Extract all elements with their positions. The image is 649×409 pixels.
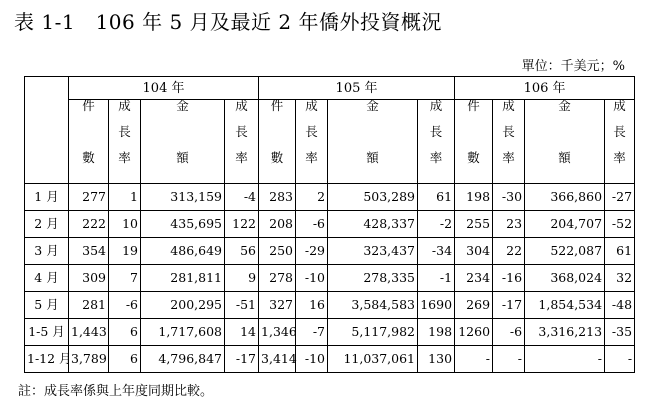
header-char: 成 (613, 98, 626, 113)
table-row (25, 265, 635, 292)
header-char: 長 (502, 124, 515, 139)
table-cell: 522,087 (525, 238, 605, 265)
table-cell: 3,316,213 (525, 319, 605, 346)
table-row (25, 346, 635, 373)
table-cell: 1260 (455, 319, 493, 346)
table-cell: 278 (259, 265, 296, 292)
header-char: 成 (429, 98, 443, 113)
table-cell: -10 (296, 265, 328, 292)
table-cell: 327 (259, 292, 296, 319)
table-title: 表 1-1 106 年 5 月及最近 2 年僑外投資概況 (14, 10, 442, 34)
table-cell: -34 (418, 238, 455, 265)
table-cell: 354 (69, 238, 109, 265)
year-header-row (25, 77, 635, 100)
table-cell: 255 (455, 211, 493, 238)
year-header-106: 106 年 (455, 77, 635, 100)
column-header-row (25, 100, 635, 184)
table-cell: 250 (259, 238, 296, 265)
table-cell: 61 (605, 238, 635, 265)
table-cell: -10 (296, 346, 328, 373)
table-cell: 281 (69, 292, 109, 319)
header-char: 長 (305, 124, 318, 139)
table-cell: -7 (296, 319, 328, 346)
table-row (25, 292, 635, 319)
table-cell: 4,796,847 (141, 346, 225, 373)
count-header-106 (455, 100, 493, 184)
corner-cell (25, 77, 69, 184)
table-cell: 366,860 (525, 184, 605, 211)
table-cell: 16 (296, 292, 328, 319)
table-cell: -4 (225, 184, 259, 211)
table-cell: 7 (109, 265, 141, 292)
header-char: 額 (558, 150, 571, 165)
header-char: 長 (235, 124, 248, 139)
header-char: 數 (82, 150, 95, 165)
amount-growth-header-104 (225, 100, 259, 184)
row-label: 4 月 (25, 265, 69, 292)
table-cell: 269 (455, 292, 493, 319)
header-char: 額 (366, 150, 379, 165)
table-cell: 5,117,982 (328, 319, 418, 346)
table-row (25, 319, 635, 346)
row-label: 1-12 月 (25, 346, 69, 373)
table-cell: 122 (225, 211, 259, 238)
table-cell: 283 (259, 184, 296, 211)
row-label: 3 月 (25, 238, 69, 265)
year-header-105: 105 年 (259, 77, 455, 100)
table-cell: 281,811 (141, 265, 225, 292)
table-cell: -17 (225, 346, 259, 373)
row-label: 2 月 (25, 211, 69, 238)
table-cell: -29 (296, 238, 328, 265)
header-char: 率 (429, 150, 443, 165)
table-cell: 198 (455, 184, 493, 211)
table-cell: -51 (225, 292, 259, 319)
row-label: 5 月 (25, 292, 69, 319)
header-char: 率 (613, 150, 626, 165)
table-cell: 2 (296, 184, 328, 211)
header-char: 率 (118, 150, 131, 165)
header-char: 率 (305, 150, 318, 165)
header-char: 成 (118, 98, 131, 113)
table-cell: 198 (418, 319, 455, 346)
header-char: 成 (502, 98, 515, 113)
table-row (25, 184, 635, 211)
header-char: 額 (176, 150, 189, 165)
growth-header-105 (296, 100, 328, 184)
table-cell: -16 (493, 265, 525, 292)
table-cell: -27 (605, 184, 635, 211)
table-cell: 503,289 (328, 184, 418, 211)
table-cell: 32 (605, 265, 635, 292)
table-cell: 9 (225, 265, 259, 292)
table-cell: 1 (109, 184, 141, 211)
header-char: 件 (270, 98, 284, 113)
table-cell: -1 (418, 265, 455, 292)
table-cell: 6 (109, 346, 141, 373)
header-char: 金 (366, 98, 379, 113)
table-cell: 1,443 (69, 319, 109, 346)
table-cell: 3,584,583 (328, 292, 418, 319)
table-cell: - (605, 346, 635, 373)
table-cell: 130 (418, 346, 455, 373)
table-cell: - (525, 346, 605, 373)
table-cell: 3,789 (69, 346, 109, 373)
amount-header-106 (525, 100, 605, 184)
table-cell: 204,707 (525, 211, 605, 238)
table-cell: 486,649 (141, 238, 225, 265)
table-row (25, 211, 635, 238)
header-char: 長 (429, 124, 443, 139)
table-cell: 428,337 (328, 211, 418, 238)
count-header-104 (69, 100, 109, 184)
header-char: 件 (82, 98, 95, 113)
table-cell: 1,854,534 (525, 292, 605, 319)
table-cell: 23 (493, 211, 525, 238)
header-char: 率 (502, 150, 515, 165)
table-cell: 11,037,061 (328, 346, 418, 373)
amount-header-104 (141, 100, 225, 184)
table-cell: -30 (493, 184, 525, 211)
table-cell: -6 (493, 319, 525, 346)
table-cell: 323,437 (328, 238, 418, 265)
header-char: 長 (118, 124, 131, 139)
table-cell: - (455, 346, 493, 373)
investment-table (24, 76, 635, 373)
table-cell: 22 (493, 238, 525, 265)
table-cell: -6 (296, 211, 328, 238)
table-cell: 435,695 (141, 211, 225, 238)
table-cell: -48 (605, 292, 635, 319)
table-cell: -52 (605, 211, 635, 238)
table-cell: 6 (109, 319, 141, 346)
footnote: 註：成長率係與上年度同期比較。 (18, 384, 214, 399)
table-cell: 3,414 (259, 346, 296, 373)
header-char: 數 (270, 150, 284, 165)
table-cell: 368,024 (525, 265, 605, 292)
amount-header-105 (328, 100, 418, 184)
header-char: 成 (235, 98, 248, 113)
header-char: 件 (467, 98, 480, 113)
header-char: 成 (305, 98, 318, 113)
table-cell: 222 (69, 211, 109, 238)
table-cell: 1690 (418, 292, 455, 319)
table-cell: -17 (493, 292, 525, 319)
table-cell: 61 (418, 184, 455, 211)
table-cell: -6 (109, 292, 141, 319)
table-cell: 277 (69, 184, 109, 211)
count-header-105 (259, 100, 296, 184)
table-cell: 10 (109, 211, 141, 238)
table-cell: 208 (259, 211, 296, 238)
unit-label: 單位：千美元；% (521, 59, 625, 74)
growth-header-106 (493, 100, 525, 184)
table-cell: 19 (109, 238, 141, 265)
table-cell: 313,159 (141, 184, 225, 211)
table-cell: 234 (455, 265, 493, 292)
table-cell: 309 (69, 265, 109, 292)
table-cell: 200,295 (141, 292, 225, 319)
table-row (25, 238, 635, 265)
table-cell: 1,717,608 (141, 319, 225, 346)
table-cell: 14 (225, 319, 259, 346)
table-cell: 304 (455, 238, 493, 265)
amount-growth-header-105 (418, 100, 455, 184)
row-label: 1 月 (25, 184, 69, 211)
table-cell: - (493, 346, 525, 373)
header-char: 數 (467, 150, 480, 165)
header-char: 長 (613, 124, 626, 139)
amount-growth-header-106 (605, 100, 635, 184)
header-char: 率 (235, 150, 248, 165)
table-cell: 1,346 (259, 319, 296, 346)
row-label: 1-5 月 (25, 319, 69, 346)
growth-header-104 (109, 100, 141, 184)
table-cell: -35 (605, 319, 635, 346)
header-char: 金 (176, 98, 189, 113)
table-cell: 56 (225, 238, 259, 265)
table-cell: -2 (418, 211, 455, 238)
table-cell: 278,335 (328, 265, 418, 292)
header-char: 金 (558, 98, 571, 113)
year-header-104: 104 年 (69, 77, 259, 100)
